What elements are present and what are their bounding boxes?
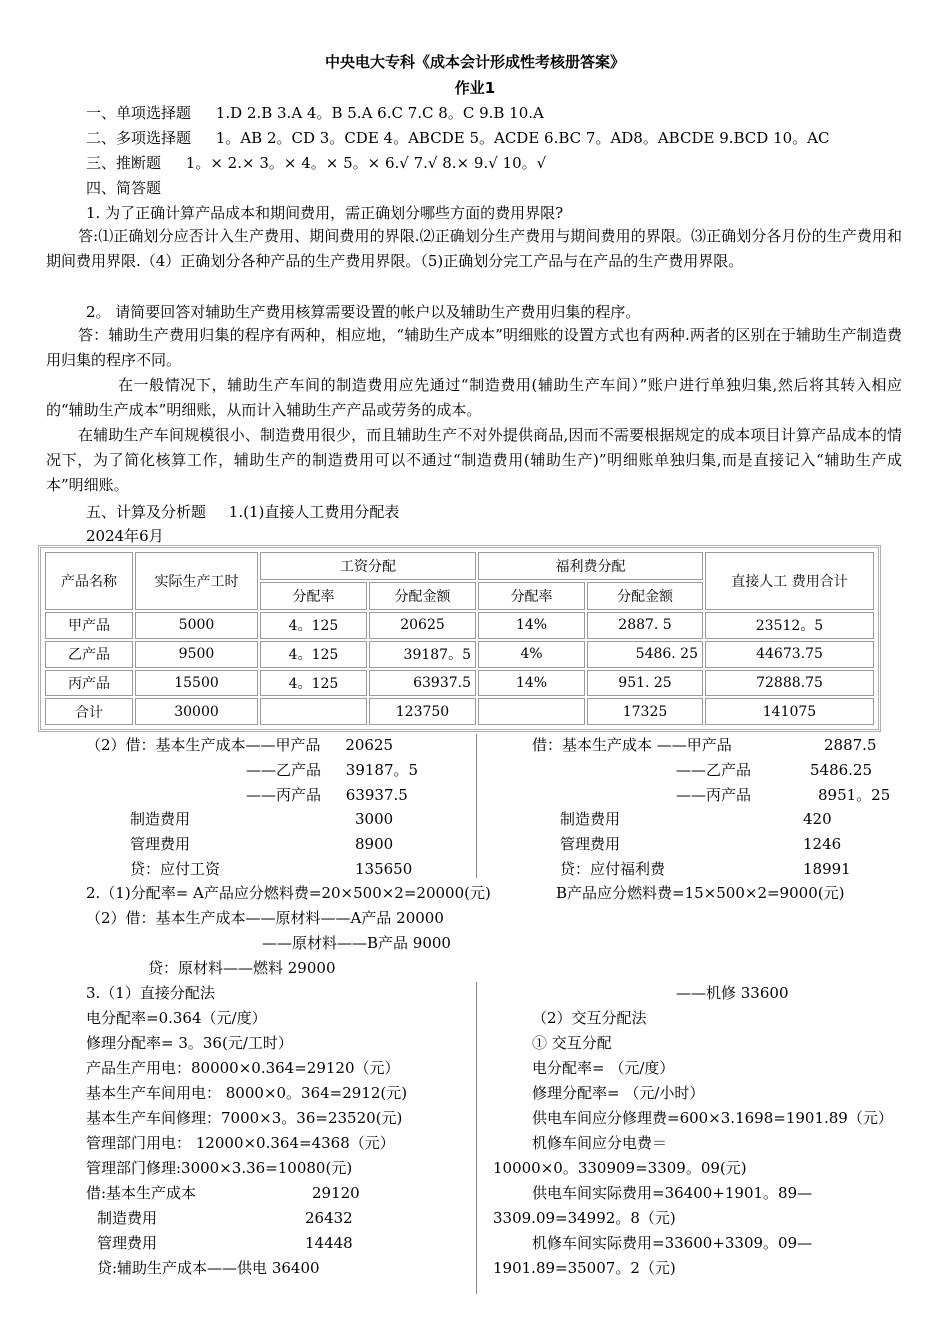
q3-right-line: 3309.09=34992。8（元) — [493, 1209, 676, 1227]
q3-right-line: （2）交互分配法 — [532, 1009, 647, 1027]
header-product: 产品名称 — [45, 552, 133, 610]
entry-amount: 29120 — [312, 1184, 360, 1202]
journal-entry-line — [86, 735, 393, 755]
entry-account: ——乙产品 — [676, 761, 752, 779]
entry-amount: 20625 — [345, 736, 394, 754]
cell-wage-amount: 63937.5 — [369, 670, 476, 697]
table-date: 2024年6月 — [86, 527, 164, 545]
section-judgement — [86, 153, 546, 173]
q3-right-line: 电分配率= （元/度） — [532, 1059, 675, 1077]
table-row-total — [45, 698, 874, 725]
cell-welfare-amount: 951. 25 — [587, 670, 703, 697]
q3-right-line: 供电车间应分修理费=600×3.1698=1901.89（元） — [532, 1109, 893, 1127]
journal-entry-line — [246, 785, 408, 805]
q3-title: 3.（1）直接分配法 — [86, 984, 215, 1002]
cell-wage-rate: 4。125 — [260, 641, 367, 668]
section-single-choice — [86, 103, 544, 123]
entry-amount: 420 — [803, 810, 832, 828]
cell-welfare-amount: 5486. 25 — [587, 641, 703, 668]
entry-amount: 18991 — [803, 860, 851, 878]
cell-welfare-rate — [478, 698, 585, 725]
header-wage-rate: 分配率 — [260, 582, 367, 610]
cell-welfare-amount: 2887. 5 — [587, 612, 703, 639]
header-wage-amount: 分配金额 — [369, 582, 476, 610]
entry-account: 管理费用 — [560, 835, 621, 853]
answer-2-part-2: 在一般情况下，辅助生产车间的制造费用应先通过“制造费用(辅助生产车间）”账户进行单独归集,然后将其转入相应的“辅助生产成本”明细账，从而计入辅助生产产品或劳务的成本。 — [46, 376, 902, 419]
q3-right-line: 修理分配率= （元/小时） — [532, 1084, 705, 1102]
cell-total: 141075 — [705, 698, 874, 725]
table-row — [45, 641, 874, 668]
cell-welfare-amount: 17325 — [587, 698, 703, 725]
cell-wage-rate: 4。125 — [260, 670, 367, 697]
entry-amount: 5486.25 — [810, 761, 873, 779]
cell-hours: 5000 — [135, 612, 258, 639]
header-hours: 实际生产工时 — [135, 552, 258, 610]
section-label: 五、计算及分析题 — [86, 503, 207, 521]
entry-amount: 8951。25 — [818, 786, 891, 804]
cell-total: 44673.75 — [705, 641, 874, 668]
header-welfare-rate: 分配率 — [478, 582, 585, 610]
section-label: 三、推断题 — [86, 154, 162, 172]
entry-account: （2）借：基本生产成本——甲产品 — [86, 736, 321, 754]
entry-amount: 1246 — [803, 835, 842, 853]
answer-1: 答:⑴正确划分应否计入生产费用、期间费用的界限.⑵正确划分生产费用与期间费用的界限。⑶正确划分各月份的生产费用和期间费用界限.（4）正确划分各种产品的生产费用界限。（5)正确划分完工产品与在产品的生产费用界限。 — [46, 227, 902, 270]
entry-amount: 3000 — [355, 810, 394, 828]
q3-line: 管理部门修理:3000×3.36=10080(元) — [86, 1159, 353, 1177]
cell-welfare-rate: 14% — [478, 670, 585, 697]
section-answers: 1.D 2.B 3.A 4。B 5.A 6.C 7.C 8。C 9.B 10.A — [215, 104, 544, 122]
q3-line: 基本生产车间修理：7000×3。36=23520(元) — [86, 1109, 403, 1127]
entry-account: 借:基本生产成本 — [86, 1184, 197, 1202]
cell-wage-amount: 20625 — [369, 612, 476, 639]
section-answers: 1。× 2.× 3。× 4。× 5。× 6.√ 7.√ 8.× 9.√ 10。√ — [185, 154, 547, 172]
q3-line: 修理分配率= 3。36(元/工时） — [86, 1034, 293, 1052]
cell-total: 72888.75 — [705, 670, 874, 697]
cell-total: 23512。5 — [705, 612, 874, 639]
q2-line-4: 贷：原材料——燃料 29000 — [148, 959, 336, 977]
q3-line: 产品生产用电：80000×0.364=29120（元） — [86, 1059, 400, 1077]
section-answers: 1。AB 2。CD 3。CDE 4。ABCDE 5。ACDE 6.BC 7。AD8。ABCDE 9.BCD 10。AC — [215, 129, 830, 147]
entry-account: 管理费用 — [97, 1234, 158, 1252]
q3-right-line: 10000×0。330909=3309。09(元) — [493, 1159, 747, 1177]
entry-account: 贷:辅助生产成本——供电 36400 — [97, 1259, 320, 1277]
document-subtitle: 作业1 — [454, 79, 496, 97]
entry-amount: 135650 — [355, 860, 413, 878]
section-multi-choice — [86, 128, 829, 148]
column-divider — [476, 734, 477, 878]
entry-amount: 8900 — [355, 835, 394, 853]
entry-account: 制造费用 — [130, 810, 191, 828]
entry-amount: 2887.5 — [824, 736, 877, 754]
entry-account: ——丙产品 — [246, 786, 322, 804]
header-welfare: 福利费分配 — [478, 552, 703, 580]
entry-account: ——丙产品 — [676, 786, 752, 804]
entry-account: 管理费用 — [130, 835, 191, 853]
entry-amount: 14448 — [305, 1234, 353, 1252]
cell-welfare-rate: 14% — [478, 612, 585, 639]
q3-right-line: ——机修 33600 — [676, 984, 789, 1002]
q2-line-3: ——原材料——B产品 9000 — [262, 934, 451, 952]
cell-name: 乙产品 — [45, 641, 133, 668]
labor-cost-allocation-table — [38, 545, 881, 732]
cell-name: 甲产品 — [45, 612, 133, 639]
question-1: 1. 为了正确计算产品成本和期间费用，需正确划分哪些方面的费用界限? — [86, 204, 564, 222]
question-2: 2。 请简要回答对辅助生产费用核算需要设置的帐户以及辅助生产费用归集的程序。 — [86, 303, 641, 321]
q3-right-line: 机修车间应分电费＝ — [532, 1134, 668, 1152]
entry-amount: 39187。5 — [345, 761, 419, 779]
cell-name: 丙产品 — [45, 670, 133, 697]
cell-hours: 15500 — [135, 670, 258, 697]
table-row — [45, 612, 874, 639]
q2-line-1: 2.（1)分配率= A产品应分燃料费=20×500×2=20000(元) — [86, 884, 491, 902]
q3-line: 电分配率=0.364（元/度） — [86, 1009, 267, 1027]
cell-hours: 30000 — [135, 698, 258, 725]
table-row — [45, 670, 874, 697]
q3-line: 基本生产车间用电： 8000×0。364=2912(元) — [86, 1084, 408, 1102]
cell-hours: 9500 — [135, 641, 258, 668]
entry-account: 贷：应付福利费 — [560, 860, 666, 878]
q2-line-1b: B产品应分燃料费=15×500×2=9000(元) — [556, 884, 845, 902]
cell-welfare-rate: 4% — [478, 641, 585, 668]
section-short-answer-label: 四、简答题 — [86, 179, 162, 197]
journal-entry-line — [246, 760, 418, 780]
q3-right-line: 供电车间实际费用=36400+1901。89— — [532, 1184, 813, 1202]
entry-amount: 63937.5 — [345, 786, 408, 804]
cell-wage-rate — [260, 698, 367, 725]
section-label: 二、多项选择题 — [86, 129, 192, 147]
document-title: 中央电大专科《成本会计形成性考核册答案》 — [324, 53, 625, 71]
section-label: 一、单项选择题 — [86, 104, 192, 122]
entry-amount: 26432 — [305, 1209, 353, 1227]
cell-wage-amount: 39187。5 — [369, 641, 476, 668]
q3-right-line: 机修车间实际费用=33600+3309。09— — [532, 1234, 813, 1252]
header-total: 直接人工 费用合计 — [705, 552, 874, 610]
entry-account: 制造费用 — [560, 810, 621, 828]
entry-account: ——乙产品 — [246, 761, 322, 779]
question-title: 1.(1)直接人工费用分配表 — [228, 503, 400, 521]
section-calculation — [86, 502, 399, 522]
q2-line-2: （2）借：基本生产成本——原材料——A产品 20000 — [86, 909, 444, 927]
q3-right-line: ① 交互分配 — [532, 1034, 612, 1052]
column-divider — [476, 982, 477, 1294]
cell-name: 合计 — [45, 698, 133, 725]
entry-account: 制造费用 — [97, 1209, 158, 1227]
answer-2-part-3: 在辅助生产车间规模很小、制造费用很少，而且辅助生产不对外提供商品,因而不需要根据规定的成本项目计算产品成本的情况下，为了简化核算工作，辅助生产的制造费用可以不通过“制造费用(辅助生产)”明细账单独归集,而是直接记入“辅助生产成本”明细账。 — [46, 426, 902, 494]
header-wage: 工资分配 — [260, 552, 476, 580]
cell-wage-amount: 123750 — [369, 698, 476, 725]
header-welfare-amount: 分配金额 — [587, 582, 703, 610]
entry-account: 贷：应付工资 — [130, 860, 221, 878]
entry-account: 借：基本生产成本 ——甲产品 — [532, 736, 732, 754]
cell-wage-rate: 4。125 — [260, 612, 367, 639]
q3-line: 管理部门用电： 12000×0.364=4368（元） — [86, 1134, 395, 1152]
q3-right-line: 1901.89=35007。2（元) — [493, 1259, 676, 1277]
answer-2-part-1: 答：辅助生产费用归集的程序有两种，相应地，“辅助生产成本”明细账的设置方式也有两种.两者的区别在于辅助生产制造费用归集的程序不同。 — [46, 326, 902, 369]
